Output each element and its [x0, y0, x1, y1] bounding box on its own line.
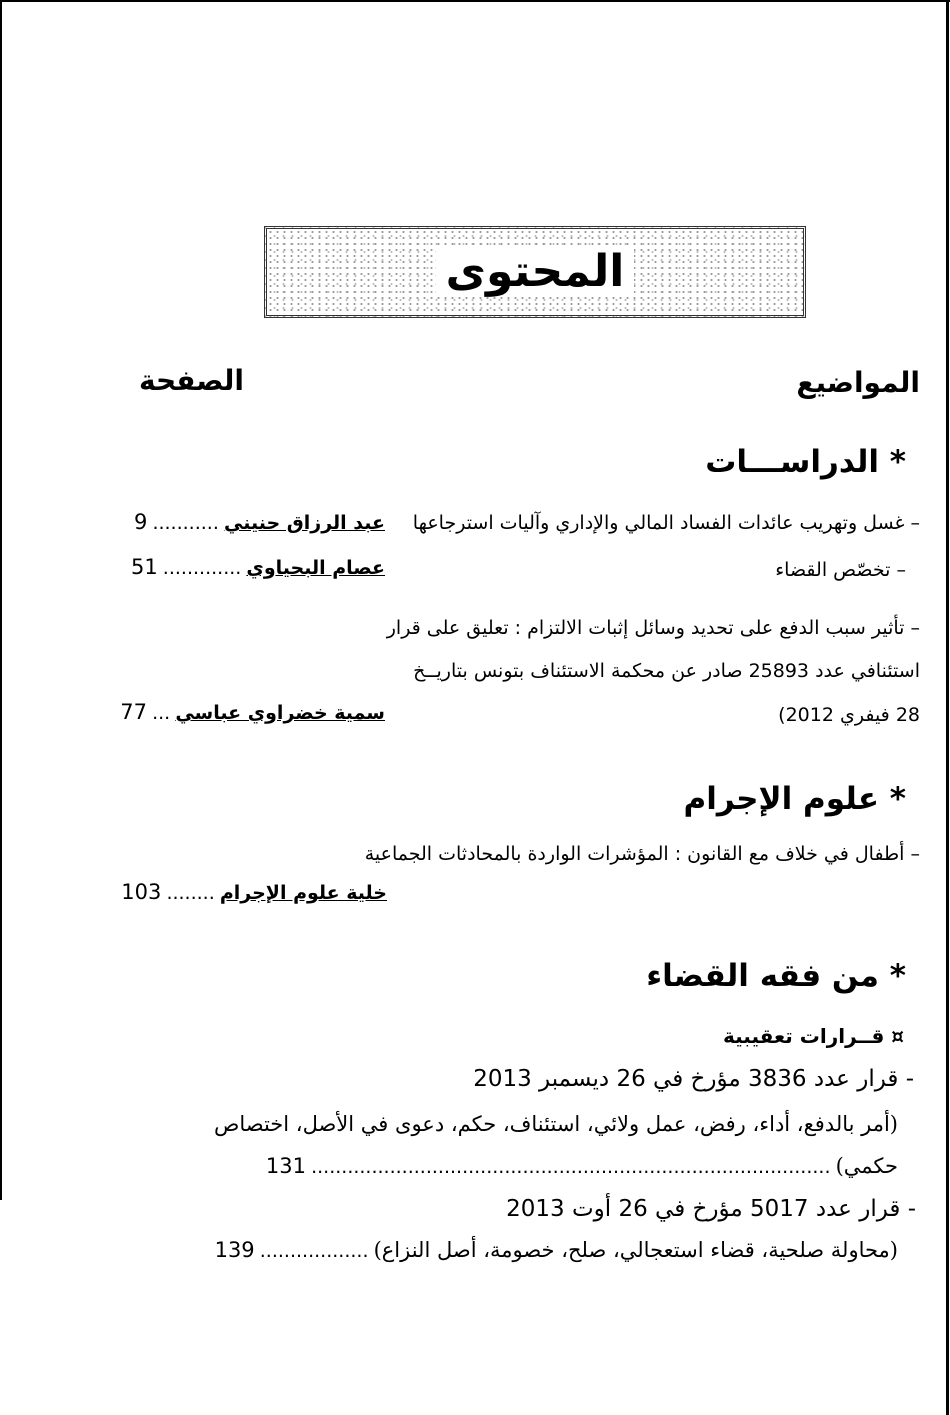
decision-title: - قرار عدد 3836 مؤرخ في 26 ديسمبر 2013	[473, 1066, 914, 1092]
decision-keywords-end: حكمي)	[835, 1154, 898, 1178]
section-title-jurisprudence: * من فقه القضاء	[646, 958, 906, 994]
page-edge-left	[0, 0, 2, 1200]
toc-item-author-line	[134, 510, 385, 534]
page-header: الصفحة	[138, 364, 244, 397]
decision-page: 139	[214, 1238, 255, 1262]
decision-keywords: (محاولة صلحية، قضاء استعجالي، صلح، خصومة، أصل النزاع)	[373, 1238, 898, 1262]
toc-item-text-line: استئنافي عدد 25893 صادر عن محكمة الاستئناف بتونس بتاريــخ	[413, 660, 920, 682]
toc-item-author: خلية علوم الإجرام	[219, 882, 387, 904]
toc-item-page: 9	[133, 510, 148, 534]
toc-item-dots: ........	[166, 882, 215, 904]
decision-dots: ......................................................................................	[311, 1156, 831, 1178]
decision-keywords-line	[215, 1238, 898, 1262]
toc-item-dots: ...	[152, 702, 171, 724]
page-edge-right	[946, 0, 949, 1415]
decision-page: 131	[265, 1154, 306, 1178]
toc-item-text: – تخصّص القضاء	[775, 559, 906, 581]
toc-item-author-line	[120, 700, 385, 724]
decision-title: - قرار عدد 5017 مؤرخ في 26 أوت 2013	[506, 1196, 916, 1222]
toc-item-page: 103	[121, 880, 162, 904]
toc-item-text-line: – تأثير سبب الدفع على تحديد وسائل إثبات الالتزام : تعليق على قرار	[386, 617, 920, 639]
toc-item-author: سمية خضراوي عباسي	[175, 702, 385, 724]
decision-keywords: (أمر بالدفع، أداء، رفض، عمل ولائي، استئناف، حكم، دعوى في الأصل، اختصاص	[213, 1112, 898, 1136]
toc-item-author-line	[121, 880, 387, 904]
toc-item-page: 77	[120, 700, 147, 724]
toc-item-author: عصام البحياوي	[246, 557, 385, 579]
subsection-title: ¤ قــرارات تعقيبية	[723, 1024, 904, 1048]
toc-item-dots: .............	[162, 557, 242, 579]
page-edge-top	[0, 0, 950, 2]
toc-item-text: – غسل وتهريب عائدات الفساد المالي والإداري وآليات استرجاعها	[412, 512, 920, 534]
toc-item-page: 51	[130, 555, 158, 579]
toc-item-dots: ...........	[152, 512, 219, 534]
toc-item-author: عبد الرزاق حنيني	[223, 512, 385, 534]
section-title-studies: * الدراســـات	[705, 444, 906, 480]
section-title-criminology: * علوم الإجرام	[683, 781, 906, 817]
title-box	[264, 226, 806, 318]
decision-dots: ..................	[259, 1240, 369, 1262]
page-title: المحتوى	[436, 248, 635, 296]
decision-keywords-end-line	[266, 1154, 898, 1178]
toc-item-text-line: 28 فيفري 2012)	[778, 704, 920, 726]
topics-header: المواضيع	[796, 366, 920, 399]
toc-item-author-line	[131, 555, 385, 579]
toc-item-text: – أطفال في خلاف مع القانون : المؤشرات الواردة بالمحادثات الجماعية	[364, 843, 920, 865]
